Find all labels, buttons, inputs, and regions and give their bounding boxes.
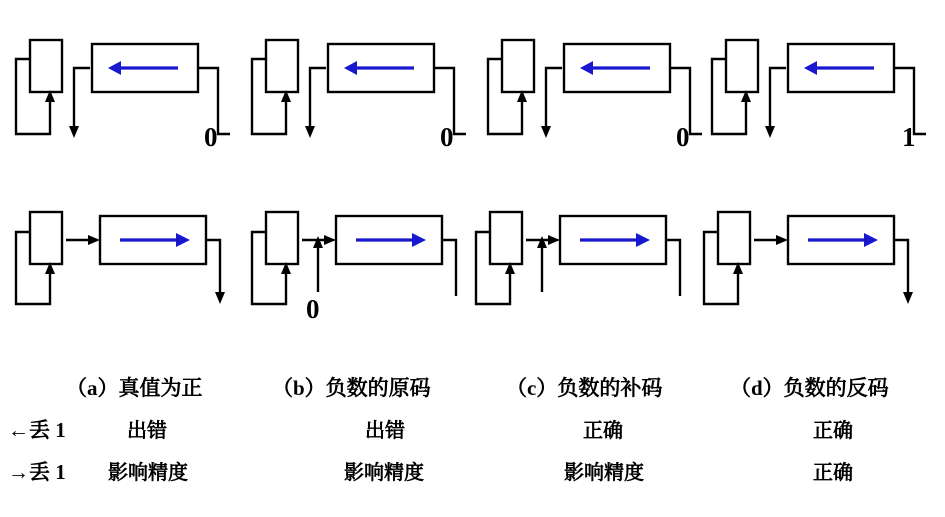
shift-right-digit-2: 0 bbox=[306, 294, 320, 324]
shift-left-cell-4 bbox=[700, 14, 936, 164]
shift-left-cell-3 bbox=[476, 14, 712, 164]
table-row-left-loss bbox=[0, 414, 945, 448]
cell-left-loss-c: 正确 bbox=[583, 420, 623, 442]
caption-c: （c）负数的补码 bbox=[506, 376, 663, 400]
cell-left-loss-d: 正确 bbox=[813, 420, 853, 442]
table-row-right-loss bbox=[0, 456, 945, 490]
shift-left-cell-1 bbox=[4, 14, 240, 164]
shift-right-row bbox=[0, 196, 945, 336]
shift-left-cell-2 bbox=[240, 14, 476, 164]
cell-right-loss-c: 影响精度 bbox=[564, 462, 644, 484]
caption-row bbox=[0, 372, 945, 406]
shift-left-digit-2: 0 bbox=[440, 122, 454, 152]
shift-left-figure-4 bbox=[700, 14, 936, 164]
cell-left-loss-b: 出错 bbox=[365, 420, 405, 442]
caption-a: （a）真值为正 bbox=[66, 376, 203, 400]
row-label-shift-left-loss: ←丢 1 bbox=[8, 418, 66, 442]
cell-left-loss-a: 出错 bbox=[127, 420, 167, 442]
cell-right-loss-d: 正确 bbox=[813, 462, 853, 484]
shift-left-row bbox=[0, 14, 945, 164]
shift-right-figure-3 bbox=[464, 196, 700, 336]
caption-d: （d）负数的反码 bbox=[730, 376, 889, 400]
shift-right-cell-4 bbox=[692, 196, 928, 346]
shift-right-cell-3 bbox=[464, 196, 700, 346]
shift-right-figure-4 bbox=[692, 196, 928, 336]
shift-left-digit-1: 0 bbox=[204, 122, 218, 152]
shift-left-digit-4: 1 bbox=[902, 122, 916, 152]
row-label-shift-right-loss: →丢 1 bbox=[8, 460, 66, 484]
caption-b: （b）负数的原码 bbox=[272, 376, 431, 400]
shift-left-digit-3: 0 bbox=[676, 122, 690, 152]
shift-right-cell-1 bbox=[4, 196, 240, 346]
shift-right-cell-2 bbox=[240, 196, 476, 346]
cell-right-loss-a: 影响精度 bbox=[108, 462, 188, 484]
cell-right-loss-b: 影响精度 bbox=[344, 462, 424, 484]
shift-right-figure-1 bbox=[4, 196, 240, 336]
shift-right-figure-2 bbox=[240, 196, 476, 336]
